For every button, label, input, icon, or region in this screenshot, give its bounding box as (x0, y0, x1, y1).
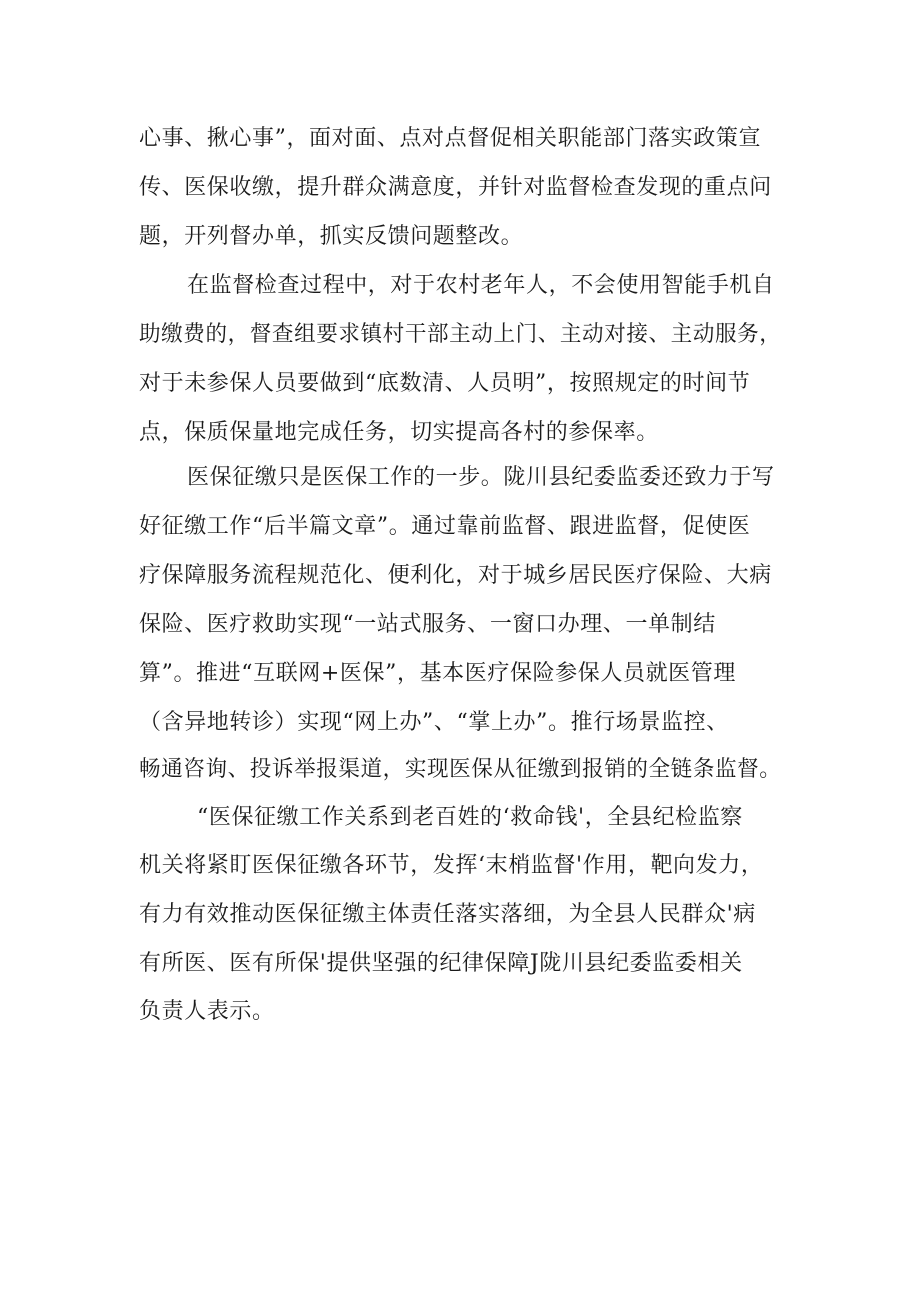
paragraph-line: 有所医、医有所保'提供坚强的纪律保障J陇川县纪委监委相关 (139, 951, 743, 976)
paragraph-line: “医保征缴工作关系到老百姓的‘救命钱'，全县纪检监察 (197, 805, 743, 830)
paragraph-line: （含异地转诊）实现“网上办”、“掌上办”。推行场景监控、 (139, 710, 729, 735)
paragraph-line: 保险、医疗救助实现“一站式服务、一窗口办理、一单制结 (139, 612, 716, 637)
paragraph-line: 机关将紧盯医保征缴各环节，发挥‘末梢监督'作用，靶向发力， (139, 853, 764, 878)
paragraph-line: 疗保障服务流程规范化、便利化，对于城乡居民医疗保险、大病 (139, 563, 772, 588)
paragraph-line: 题，开列督办单，抓实反馈问题整改。 (139, 224, 524, 249)
paragraph-line: 有力有效推动医保征缴主体责任落实落细，为全县人民群众'病 (139, 902, 756, 927)
paragraph-line: 好征缴工作“后半篇文章”。通过靠前监督、跟进监督，促使医 (139, 514, 751, 539)
paragraph-line: 传、医保收缴，提升群众满意度，并针对监督检查发现的重点问 (139, 175, 772, 200)
paragraph-line: 点，保质保量地完成任务，切实提高各村的参保率。 (139, 420, 659, 445)
paragraph-line: 算”。推进“互联网+医保”，基本医疗保险参保人员就医管理 (139, 661, 736, 686)
paragraph-line: 医保征缴只是医保工作的一步。陇川县纪委监委还致力于写 (187, 465, 775, 490)
paragraph-line: 在监督检查过程中，对于农村老年人，不会使用智能手机自 (187, 273, 775, 298)
paragraph-line: 畅通咨询、投诉举报渠道，实现医保从征缴到报销的全链条监督。 (139, 757, 782, 782)
paragraph-line: 助缴费的，督查组要求镇村干部主动上门、主动对接、主动服务， (139, 322, 782, 347)
paragraph-line: 对于未参保人员要做到“底数清、人员明”，按照规定的时间节 (139, 371, 751, 396)
paragraph-line: 负责人表示。 (139, 999, 275, 1024)
paragraph-line: 心事、揪心事”，面对面、点对点督促相关职能部门落实政策宣 (139, 126, 762, 151)
